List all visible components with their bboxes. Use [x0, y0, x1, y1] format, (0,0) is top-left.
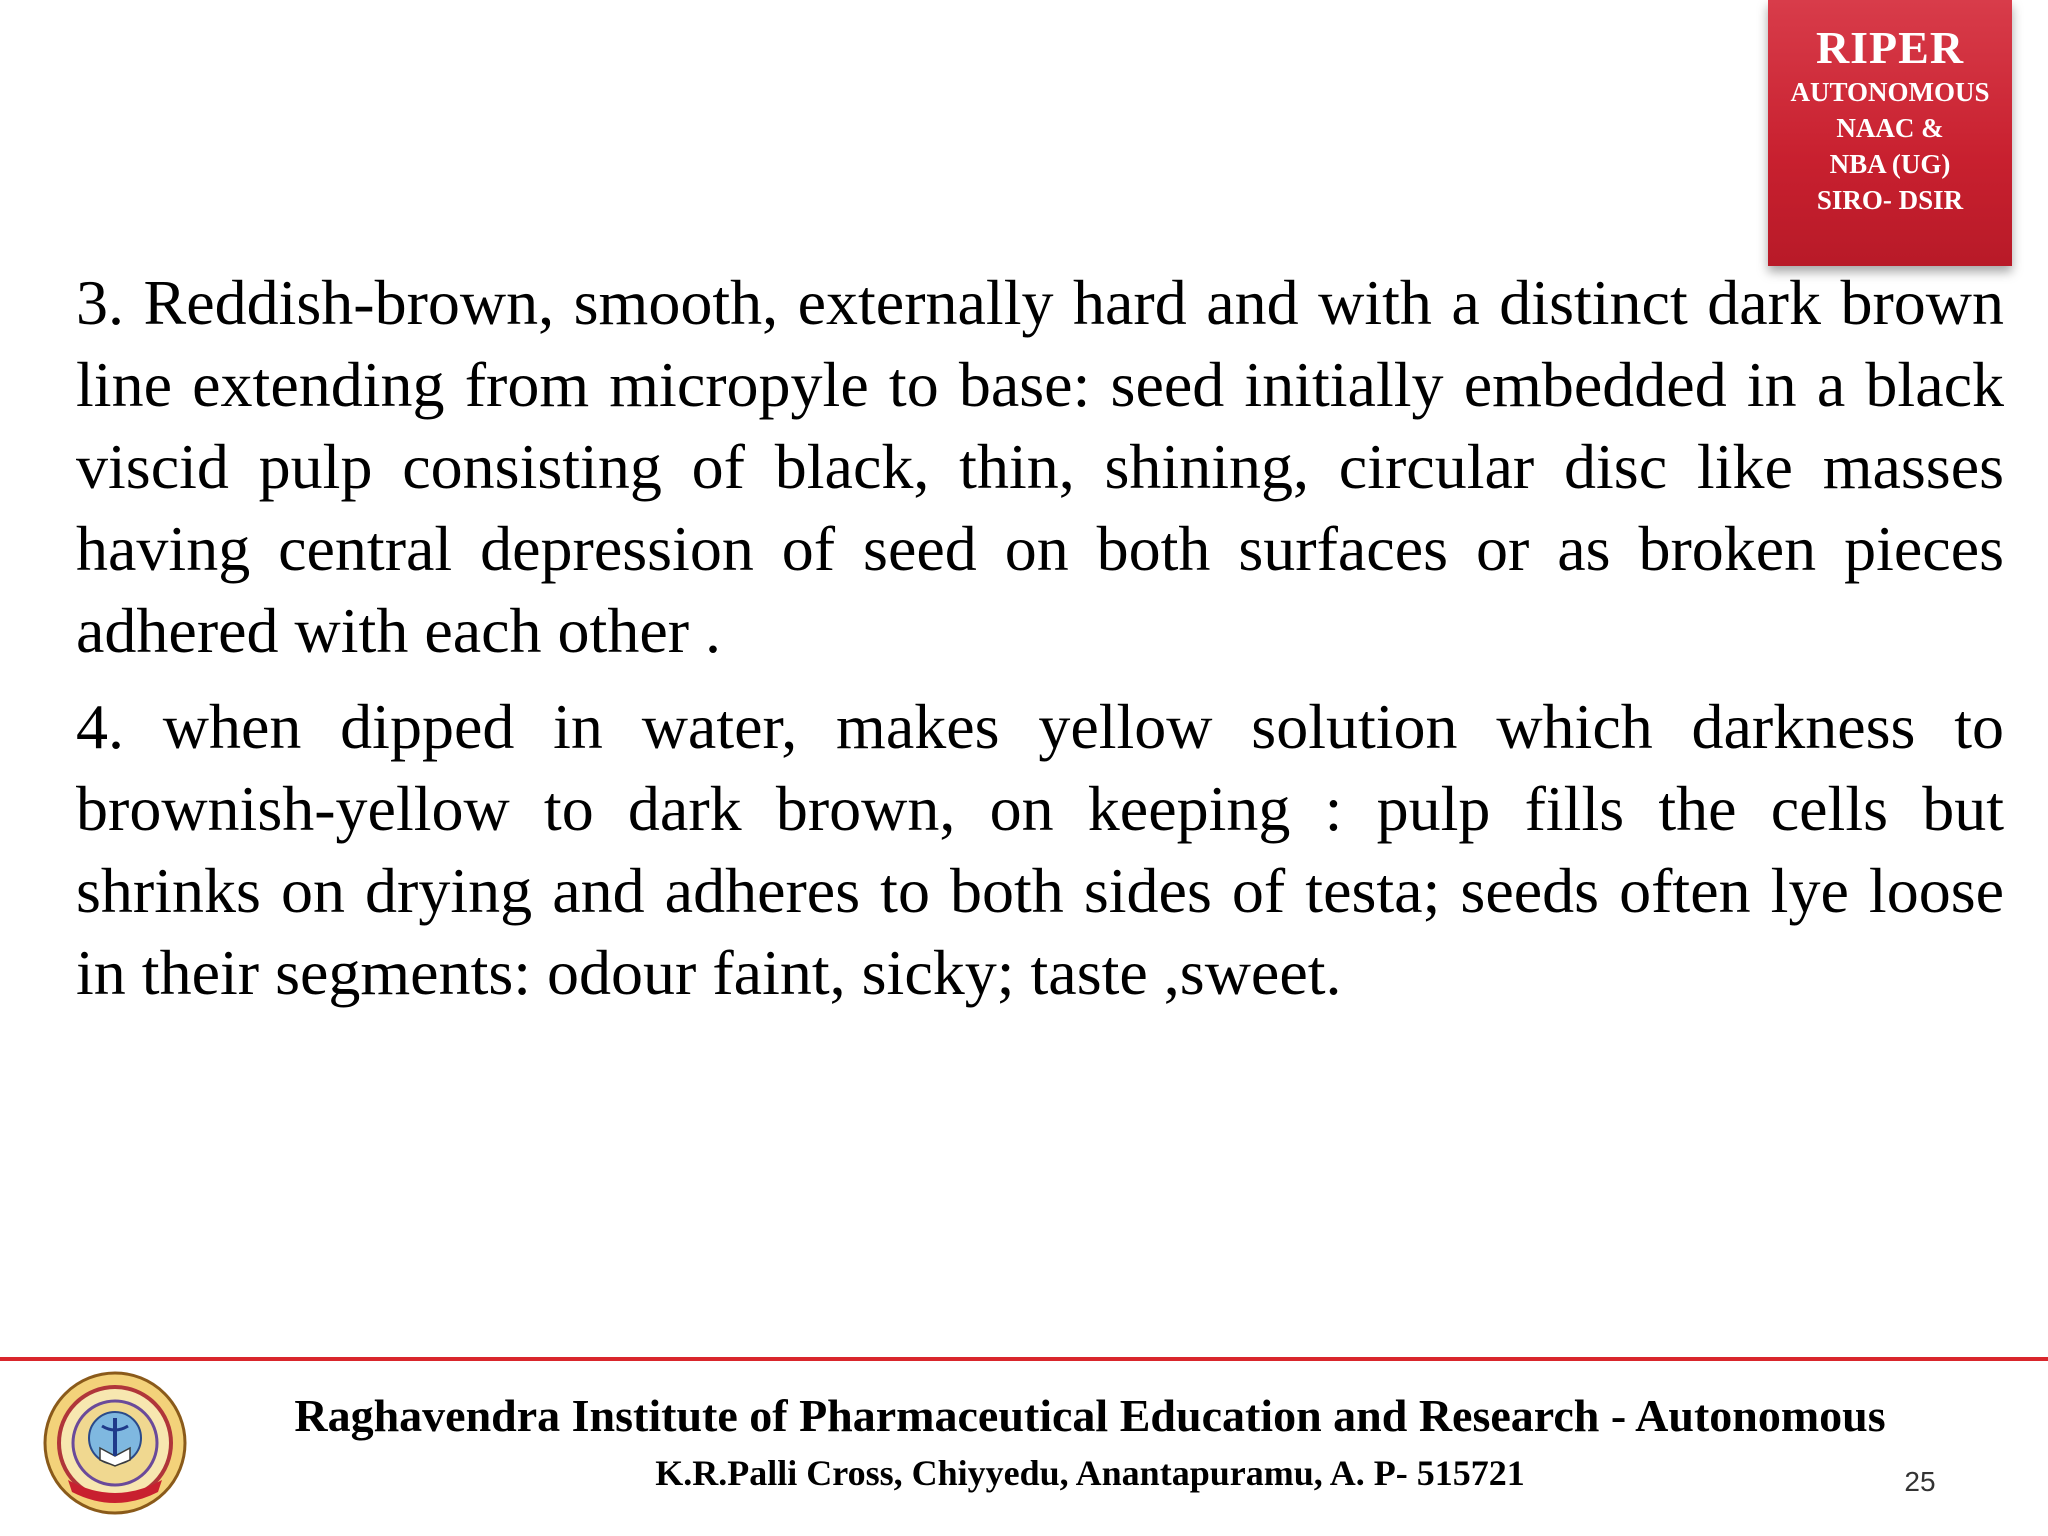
slide-body: [76, 262, 2004, 1028]
footer-divider: [0, 1357, 2048, 1361]
paragraph-point-3: 3. Reddish-brown, smooth, externally hard and with a distinct dark brown line extending from micropyle to base: seed initially embedded in a black viscid pulp consisting of black, thin, shining, circular disc like masses having central depression of seed on both surfaces or as broken pieces adhered with each other .: [76, 267, 2004, 666]
institute-name: Raghavendra Institute of Pharmaceutical Education and Research - Autonomous: [294, 1390, 1886, 1441]
page-number: 25: [1904, 1466, 1936, 1497]
institute-address: K.R.Palli Cross, Chiyyedu, Anantapuramu, A. P- 515721: [655, 1453, 1525, 1493]
accreditation-badge: [1768, 0, 2012, 266]
badge-line-autonomous: AUTONOMOUS: [1790, 77, 1990, 107]
badge-title: RIPER: [1815, 22, 1965, 73]
institute-seal-icon: [40, 1368, 190, 1518]
paragraph-point-4: 4. when dipped in water, makes yellow solution which darkness to brownish-yellow to dark brown, on keeping : pulp fills the cells but shrinks on drying and adheres to both sides of testa; seeds often lye loose in their segments: odour faint, sicky; taste ,sweet.: [76, 691, 2004, 1008]
badge-line-nba: NBA (UG): [1829, 149, 1951, 179]
badge-line-siro: SIRO- DSIR: [1816, 185, 1964, 215]
badge-line-naac: NAAC &: [1836, 113, 1944, 143]
